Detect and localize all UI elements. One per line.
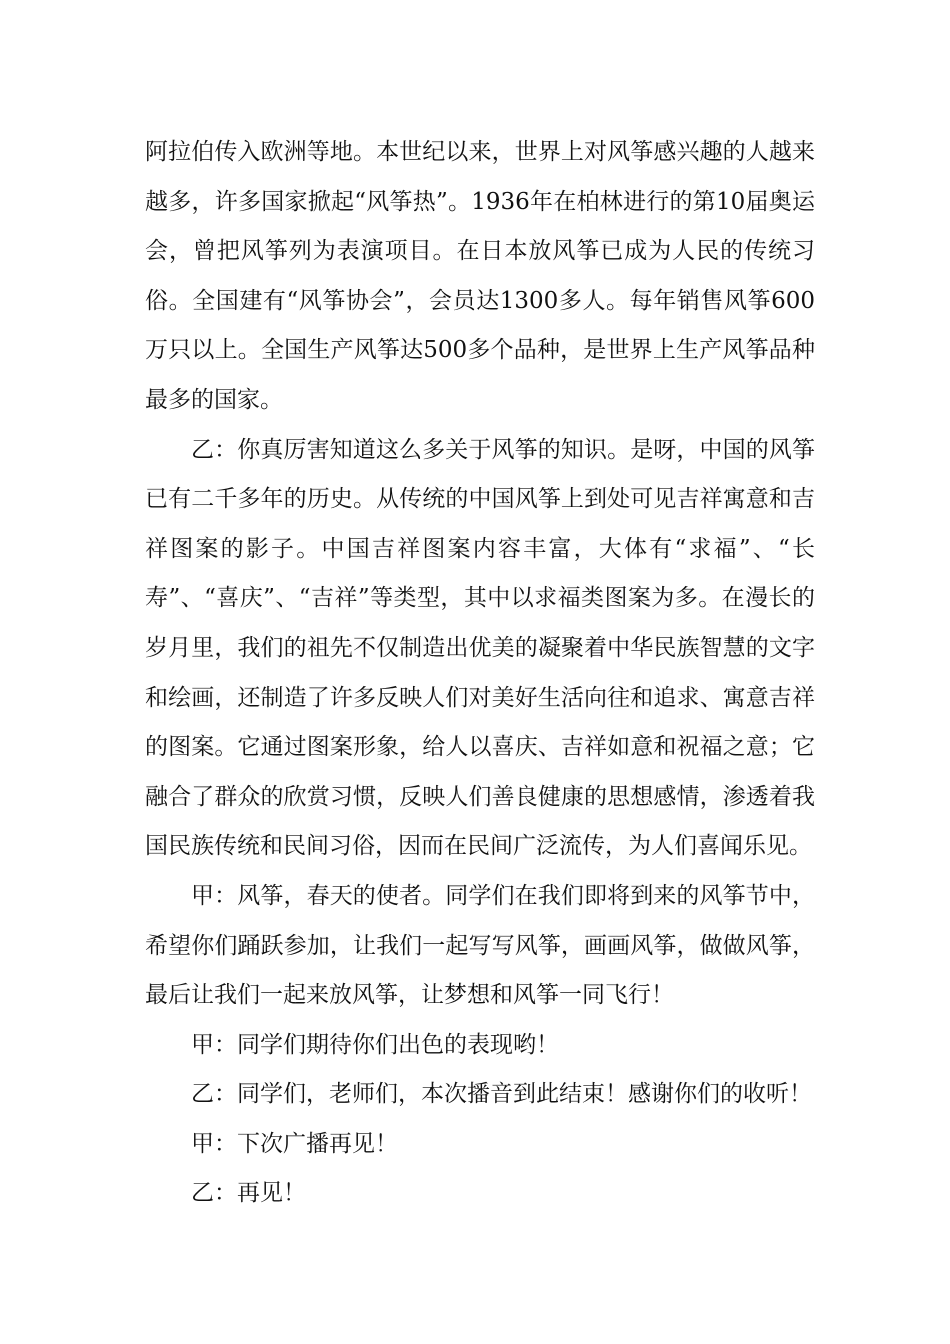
paragraph-jia-goodbye: 甲：下次广播再见！ <box>191 1130 398 1157</box>
paragraph-jia-expectation: 甲：同学们期待你们出色的表现哟！ <box>191 1031 559 1058</box>
document-body <box>145 128 815 1219</box>
paragraph-jia-kite-festival: 甲：风筝，春天的使者。同学们在我们即将到来的风筝节中，希望你们踊跃参加，让我们一起写写风筝，画画风筝，做做风筝，最后让我们一起来放风筝，让梦想和风筝一同飞行！ <box>145 882 815 1009</box>
paragraph-yi-closing: 乙：同学们，老师们，本次播音到此结束！感谢你们的收听！ <box>191 1081 812 1108</box>
paragraph-yi-kite-patterns: 乙：你真厉害知道这么多关于风筝的知识。是呀，中国的风筝已有二千多年的历史。从传统的中国风筝上到处可见吉祥寓意和吉祥图案的影子。中国吉祥图案内容丰富，大体有“求福”、“长寿”、“喜庆”、“吉祥”等类型，其中以求福类图案为多。在漫长的岁月里，我们的祖先不仅制造出优美的凝聚着中华民族智慧的文字和绘画，还制造了许多反映人们对美好生活向往和追求、寓意吉祥的图案。它通过图案形象，给人以喜庆、吉祥如意和祝福之意；它融合了群众的欣赏习惯，反映人们善良健康的思想感情，渗透着我国民族传统和民间习俗，因而在民间广泛流传，为人们喜闻乐见。 <box>145 436 815 860</box>
paragraph-kite-history-continued: 阿拉伯传入欧洲等地。本世纪以来，世界上对风筝感兴趣的人越来越多，许多国家掀起“风筝热”。1936年在柏林进行的第10届奥运会，曾把风筝列为表演项目。在日本放风筝已成为人民的传统习俗。全国建有“风筝协会”，会员达1300多人。每年销售风筝600万只以上。全国生产风筝达500多个品种，是世界上生产风筝品种最多的国家。 <box>145 139 815 413</box>
paragraph-yi-goodbye: 乙：再见！ <box>191 1180 306 1207</box>
